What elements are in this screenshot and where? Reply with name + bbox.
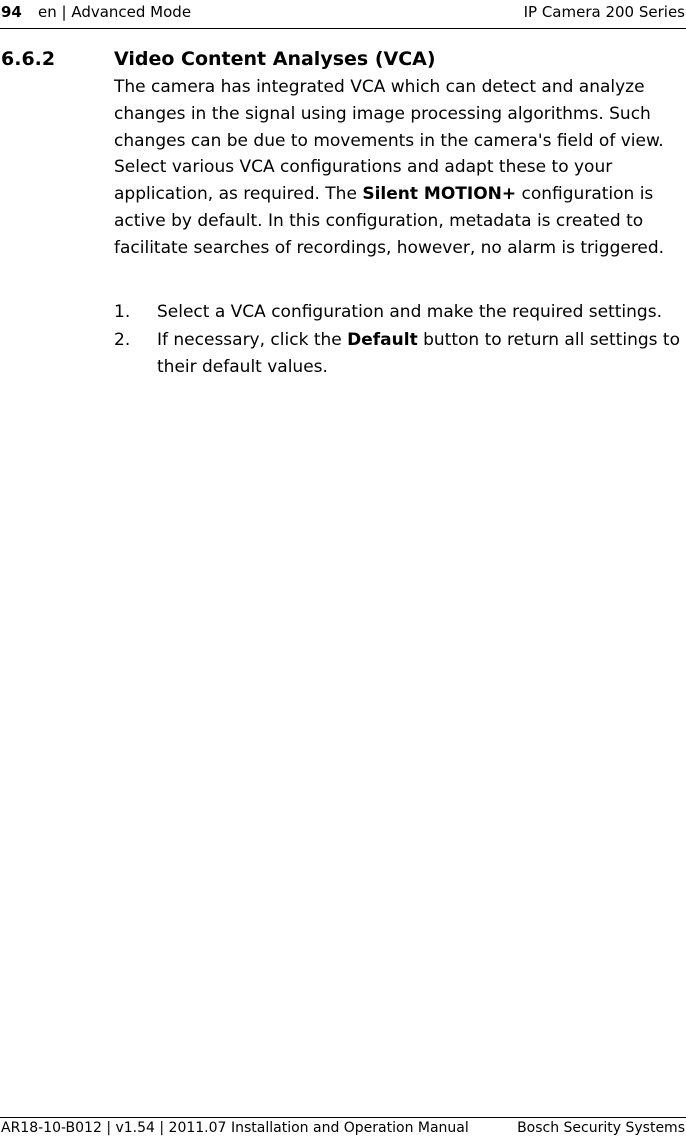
footer-company-name: Bosch Security Systems (517, 1120, 685, 1136)
step-item (114, 327, 686, 381)
step-number: 2. (114, 330, 131, 350)
section-number: 6.6.2 (1, 48, 56, 70)
page-footer (0, 1117, 686, 1137)
section-title: Video Content Analyses (VCA) (114, 48, 436, 70)
header-section-label: en | Advanced Mode (38, 3, 192, 21)
footer-manual-title: Installation and Operation Manual (231, 1120, 469, 1136)
header-product-name: IP Camera 200 Series (523, 3, 685, 21)
steps-list (114, 299, 686, 382)
step-text-before: If necessary, click the (157, 330, 348, 350)
step-text-after: button to return all settings to their default values. (157, 330, 680, 377)
step-number: 1. (114, 302, 131, 322)
step-text: Select a VCA configuration and make the required settings. (157, 302, 662, 322)
page-number: 94 (1, 3, 22, 21)
footer-document-code: AR18-10-B012 | v1.54 | 2011.07 (1, 1120, 227, 1136)
page-header (0, 0, 686, 29)
silent-motion-term: Silent MOTION+ (362, 184, 517, 205)
body-paragraph (114, 74, 686, 262)
body-text-part2: configuration is active by default. In this configuration, metadata is created to facilitate searches of recordings, however, no alarm is triggered. (114, 184, 665, 258)
default-button-term: Default (347, 330, 418, 350)
body-text-part1: The camera has integrated VCA which can detect and analyze changes in the signal using image processing algorithms. Such changes can be due to movements in the camera's field of view. Select various VCA configurations and adapt these to your application, as required. The (114, 77, 664, 205)
step-item (114, 299, 686, 326)
